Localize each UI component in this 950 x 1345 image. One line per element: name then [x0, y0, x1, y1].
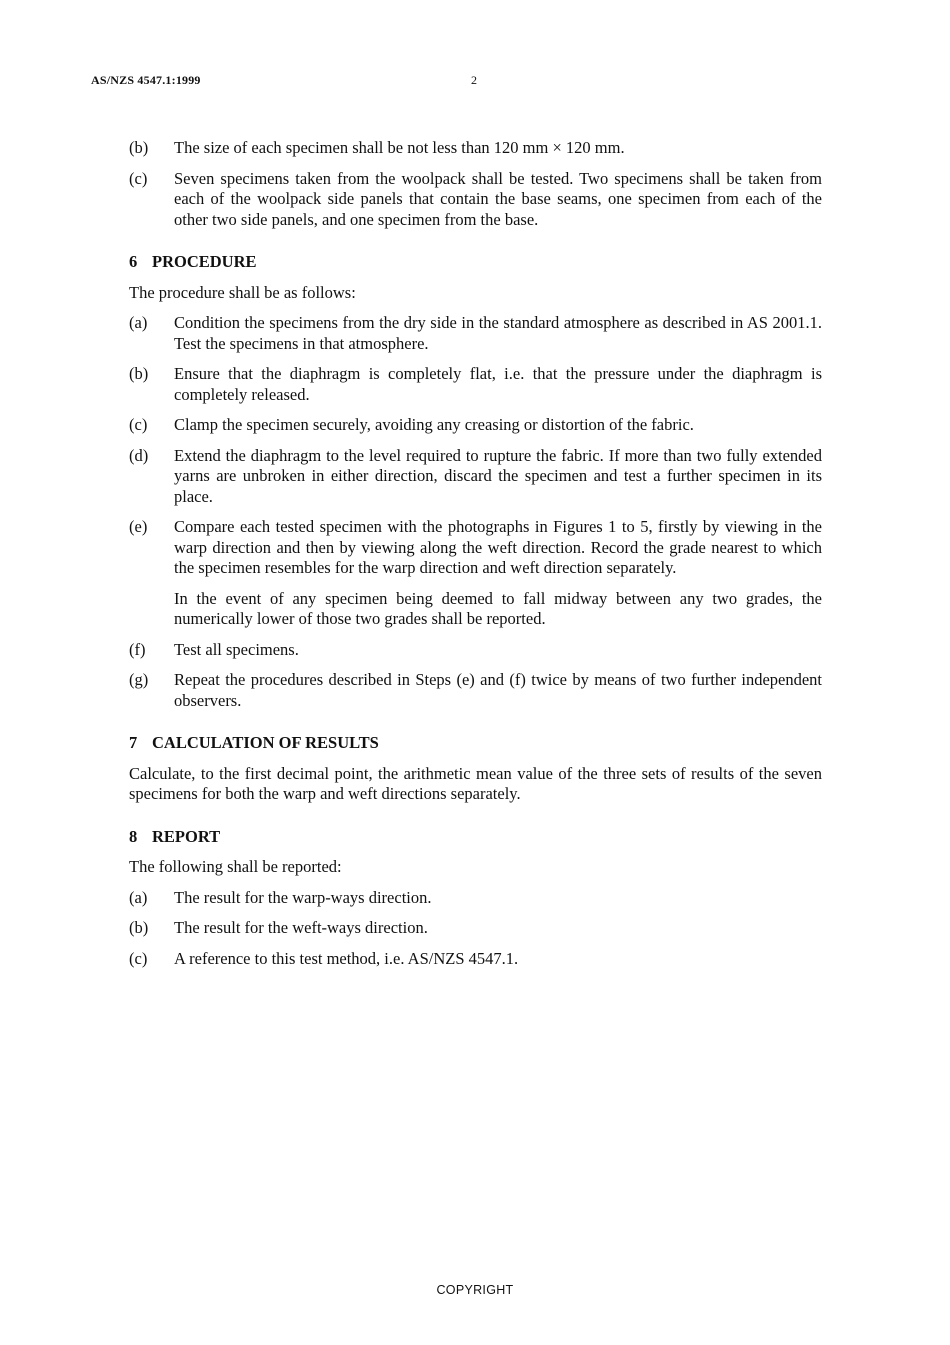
- item-note: In the event of any specimen being deemed to fall midway between any two grades, the numerically lower of those two grades shall be reported.: [174, 588, 822, 628]
- section-paragraph: Calculate, to the first decimal point, the arithmetic mean value of the three sets of results of the seven specimens for both the warp and weft directions separately.: [129, 763, 822, 803]
- list-item: [129, 446, 822, 508]
- item-label: (f): [129, 639, 146, 659]
- item-text: Extend the diaphragm to the level required to rupture the fabric. If more than two fully extended yarns are unbroken in either direction, discard the specimen and test a further specimen in its place.: [174, 445, 822, 506]
- section-number: 7: [129, 733, 138, 752]
- list-item: [129, 138, 822, 159]
- item-label: (a): [129, 313, 148, 332]
- section-title: PROCEDURE: [152, 252, 257, 271]
- section-intro: The procedure shall be as follows:: [129, 282, 356, 302]
- list-item: [129, 415, 822, 436]
- item-label: (c): [129, 168, 148, 188]
- item-label: (b): [129, 364, 149, 383]
- page-body: [129, 138, 822, 979]
- item-text: Compare each tested specimen with the photographs in Figures 1 to 5, firstly by viewing in the warp direction and then by viewing along the weft direction. Record the grade nearest to which the specimen resembles for the warp direction and weft direction separately.: [174, 517, 822, 577]
- section-heading-report: [129, 827, 822, 848]
- section-number: 8: [129, 826, 138, 846]
- section-title: CALCULATION OF RESULTS: [152, 733, 379, 752]
- item-text: The result for the weft-ways direction.: [174, 918, 428, 937]
- list-item: [129, 918, 822, 939]
- item-label: (e): [129, 517, 148, 536]
- list-item: [129, 888, 822, 909]
- section-number: 6: [129, 252, 138, 271]
- section-heading-calculation: [129, 733, 822, 754]
- item-text: Clamp the specimen securely, avoiding any creasing or distortion of the fabric.: [174, 415, 694, 434]
- section-intro: The following shall be reported:: [129, 857, 342, 876]
- item-text: Repeat the procedures described in Steps (e) and (f) twice by means of two further independent observers.: [174, 670, 822, 710]
- item-label: (c): [129, 415, 148, 434]
- list-item: [129, 169, 822, 231]
- item-label: (b): [129, 918, 149, 937]
- list-item: [129, 949, 822, 970]
- section-title: REPORT: [152, 826, 221, 846]
- standard-number: AS/NZS 4547.1:1999: [91, 73, 201, 87]
- item-text: Test all specimens.: [174, 639, 299, 659]
- list-item: [129, 640, 822, 661]
- page-number: 2: [471, 73, 477, 87]
- item-label: (g): [129, 670, 149, 689]
- item-label: (a): [129, 887, 148, 907]
- item-text: Condition the specimens from the dry side in the standard atmosphere as described in AS 2001.1. Test the specimens in that atmosphere.: [174, 313, 822, 353]
- copyright-footer: COPYRIGHT: [436, 1283, 514, 1297]
- item-text: The result for the warp-ways direction.: [174, 887, 432, 907]
- list-item: [129, 517, 822, 579]
- section-heading-procedure: [129, 252, 822, 273]
- list-item: [129, 313, 822, 354]
- list-item: [129, 364, 822, 405]
- item-text: Seven specimens taken from the woolpack shall be tested. Two specimens shall be taken from each of the woolpack side panels that contain the base seams, one specimen from each of the other two side panels, and one specimen from the base.: [174, 168, 822, 229]
- item-label: (c): [129, 948, 148, 968]
- item-label: (b): [129, 138, 149, 157]
- list-item: [129, 670, 822, 711]
- item-text: The size of each specimen shall be not less than 120 mm × 120 mm.: [174, 138, 625, 157]
- item-text: A reference to this test method, i.e. AS/NZS 4547.1.: [174, 948, 519, 968]
- item-label: (d): [129, 445, 149, 465]
- item-text: Ensure that the diaphragm is completely flat, i.e. that the pressure under the diaphragm is completely released.: [174, 364, 822, 404]
